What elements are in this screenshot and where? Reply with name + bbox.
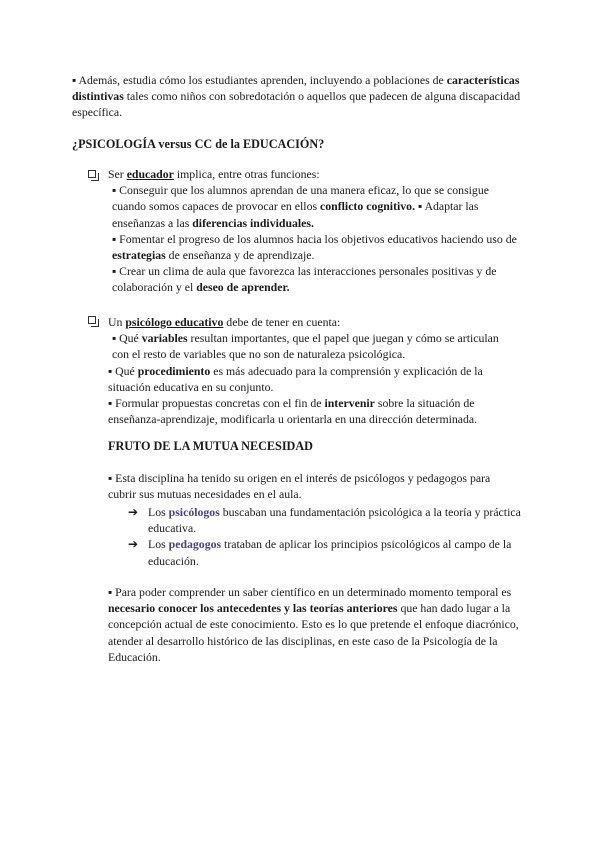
section2-lead-bold: psicólogo educativo xyxy=(125,315,224,329)
section1-item-2 xyxy=(108,231,518,263)
section1-item2-post: de enseñanza y de aprendizaje. xyxy=(165,248,315,263)
checkbox-bullet-icon xyxy=(88,316,96,324)
section-psicologo-educativo xyxy=(108,314,518,427)
section2-lead-pre: Un xyxy=(108,315,126,329)
section1-item2-pre: ▪ Fomentar el progreso de los alumnos hacia los objetivos educativos haciendo uso de xyxy=(112,231,517,246)
arrow-item2-post: trataban de aplicar los principios psicológicos al campo de la educación. xyxy=(148,537,512,568)
closing-paragraph xyxy=(108,584,528,665)
section1-item3-pre: ▪ Crear un clima de aula que favorezca las interacciones personales positivas y de colaboración y el xyxy=(112,264,497,295)
arrow-item1-pre: Los xyxy=(148,505,169,519)
closing-bold: necesario conocer los antecedentes y las teorías anteriores xyxy=(108,601,398,616)
section3-paragraph: ▪ Esta disciplina ha tenido su origen en el interés de psicólogos y pedagogos para cubrir sus mutuas necesidades en el aula. xyxy=(108,471,491,502)
section2-lead-post: debe de tener en cuenta: xyxy=(223,315,341,329)
section-educador xyxy=(108,166,518,296)
arrow-item1-bold: psicólogos xyxy=(168,505,220,519)
arrow-right-icon: ➔ xyxy=(128,537,138,552)
section1-item1-bold: conflicto cognitivo. xyxy=(320,199,416,214)
section2-item-1 xyxy=(108,330,518,362)
section2-item3-post: sobre la situación de enseñanza-aprendizaje, modificarla u orientarla en una dirección determinada. xyxy=(108,396,478,427)
section2-item1-post: resultan importantes, que el papel que juegan y cómo se articulan con el resto de variables que no son de naturaleza psicológica. xyxy=(112,331,499,362)
section1-lead-post: implica, entre otras funciones: xyxy=(173,167,320,181)
section2-item3-bold: intervenir xyxy=(324,396,375,411)
section2-item-2 xyxy=(108,363,518,395)
section2-lead xyxy=(108,314,518,330)
section1-lead xyxy=(108,166,518,182)
arrow-item-pedagogos xyxy=(128,536,528,568)
heading-fruto-mutua-necesidad: FRUTO DE LA MUTUA NECESIDAD xyxy=(108,439,313,453)
section1-lead-pre: Ser xyxy=(108,167,127,181)
section1-item2-bold: estrategias xyxy=(112,248,166,263)
section1-lead-bold: educador xyxy=(126,167,174,181)
section2-item1-pre: ▪ Qué xyxy=(112,331,142,346)
heading-psicologia-versus: ¿PSICOLOGÍA versus CC de la EDUCACIÓN? xyxy=(72,137,325,151)
section2-item2-bold: procedimiento xyxy=(137,363,211,378)
section1-item1-mid: ▪ Adaptar las enseñanzas a las xyxy=(112,199,479,230)
section2-item3-pre: ▪ Formular propuestas concretas con el fin de xyxy=(108,396,325,411)
checkbox-bullet-icon xyxy=(88,170,96,178)
section1-item-1 xyxy=(108,182,518,231)
section1-item1-pre: ▪ Conseguir que los alumnos aprendan de una manera eficaz, lo que se consigue cuando somos capaces de provocar en ellos xyxy=(112,183,489,214)
arrow-right-icon: ➔ xyxy=(128,505,138,519)
section1-item1-bold2: diferencias individuales. xyxy=(192,215,314,230)
closing-pre: ▪ Para poder comprender un saber científico en un determinado momento temporal es xyxy=(108,585,512,599)
section1-item3-bold: deseo de aprender. xyxy=(196,280,290,295)
intro-text-2: tales como niños con sobredotación o aquellos que padecen de alguna discapacidad específica. xyxy=(72,89,521,120)
section2-item-3 xyxy=(108,395,518,427)
arrow-item-psicologos xyxy=(128,504,528,536)
section2-item2-pre: ▪ Qué xyxy=(108,363,138,378)
intro-paragraph xyxy=(72,72,532,121)
intro-text-1: ▪ Además, estudia cómo los estudiantes aprenden, incluyendo a poblaciones de xyxy=(72,73,444,87)
section1-item-3 xyxy=(108,263,518,295)
closing-post: que han dado lugar a la concepción actual de este conocimiento. Esto es lo que pretende el enfoque diacrónico, atender al desarrollo histórico de las disciplinas, en este caso de la Psicología de la Educación. xyxy=(108,601,519,664)
arrow-item1-post: buscaban una fundamentación psicológica a la teoría y práctica educativa. xyxy=(148,505,521,536)
arrow-list xyxy=(128,504,528,569)
intro-bold: características distintivas xyxy=(72,73,520,104)
section2-item1-bold: variables xyxy=(141,331,188,346)
section2-item2-post: es más adecuado para la comprensión y explicación de la situación educativa en su conjunto. xyxy=(108,363,483,394)
arrow-item2-bold: pedagogos xyxy=(168,537,222,552)
arrow-item2-pre: Los xyxy=(148,537,169,552)
